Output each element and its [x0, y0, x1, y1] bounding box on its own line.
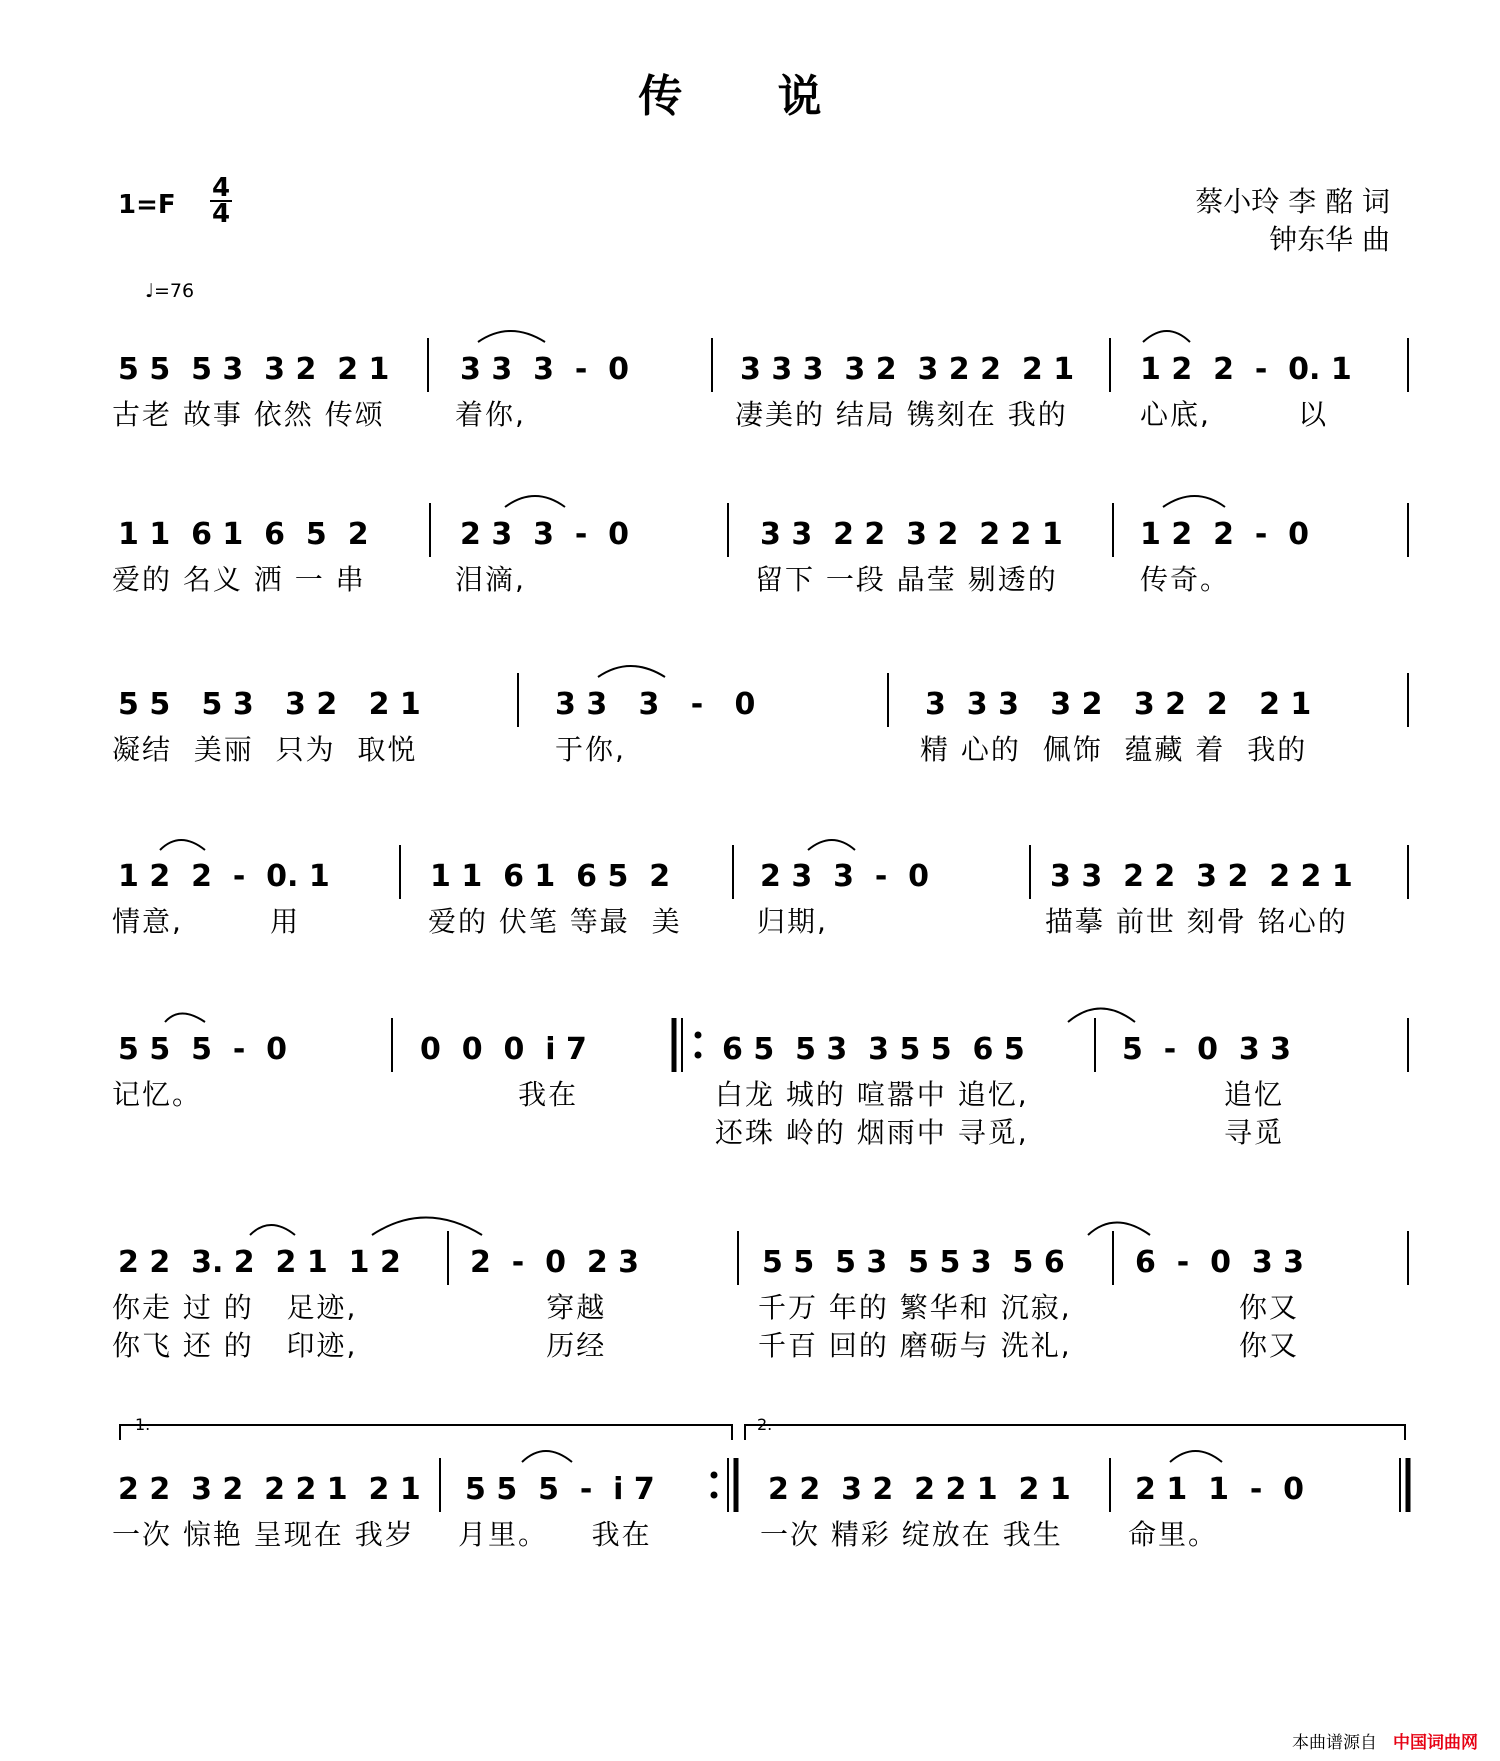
row2-measure4-lyrics: 传奇。 — [1140, 563, 1231, 596]
row4-measure2-lyrics: 爱的 伏笔 等最 美 — [428, 905, 682, 938]
row3-measure3-lyrics: 精 心的 佩饰 蕴藏 着 我的 — [920, 733, 1308, 766]
slur — [478, 331, 545, 342]
row6-measure3-notes: 5 5 5 3 5 5 3 5 6 — [762, 1245, 1065, 1280]
row5-measure3-lyrics-verse2: 还珠 岭的 烟雨中 寻觅, — [715, 1116, 1029, 1149]
repeat-dot — [695, 1052, 702, 1059]
row6-measure4-notes: 6 - 0 3 3 — [1135, 1245, 1305, 1280]
time-signature-top: 4 — [211, 173, 231, 203]
row1-measure4-lyrics: 心底, 以 — [1140, 398, 1329, 431]
row5-measure4-lyrics-verse2: 寻觅 — [1115, 1116, 1285, 1149]
row4-measure3-lyrics: 归期, — [757, 905, 828, 938]
row6-measure2-notes: 2 - 0 2 3 — [470, 1245, 640, 1280]
row5-measure3-notes: 6 5 5 3 3 5 5 6 5 — [722, 1032, 1025, 1067]
row6-measure1-lyrics: 你走 过 的 足迹, — [112, 1291, 358, 1324]
row4-measure1-lyrics: 情意, 用 — [112, 905, 301, 938]
second-ending-label: 2. — [757, 1415, 773, 1434]
row6-measure2-lyrics: 穿越 — [470, 1291, 607, 1324]
slur — [165, 1014, 205, 1023]
slur — [522, 1451, 572, 1462]
row2-measure3-notes: 3 3 2 2 3 2 2 2 1 — [760, 517, 1063, 552]
row2-measure3-lyrics: 留下 一段 晶莹 剔透的 — [755, 563, 1058, 596]
tempo-marking: ♩=76 — [145, 280, 195, 302]
row3-measure3-notes: 3 3 3 3 2 3 2 2 2 1 — [925, 687, 1312, 722]
footer-source-label: 本曲谱源自 — [1292, 1733, 1377, 1753]
row3-measure2-notes: 3 3 3 - 0 — [555, 687, 756, 722]
row7-measure1-lyrics: 一次 惊艳 呈现在 我岁 — [112, 1518, 415, 1551]
row5-measure4-notes: 5 - 0 3 3 — [1122, 1032, 1292, 1067]
row1-measure4-notes: 1 2 2 - 0. 1 — [1140, 352, 1352, 387]
slur — [1163, 496, 1225, 507]
row5-measure4-lyrics: 追忆 — [1115, 1078, 1285, 1111]
repeat-dot — [711, 1472, 718, 1479]
row6-measure4-lyrics-verse2: 你又 — [1130, 1329, 1300, 1362]
row7-measure4-notes: 2 1 1 - 0 — [1135, 1472, 1305, 1507]
first-ending-label: 1. — [135, 1415, 151, 1434]
slur — [808, 840, 855, 850]
row5-measure1-notes: 5 5 5 - 0 — [118, 1032, 288, 1067]
row2-measure1-notes: 1 1 6 1 6 5 2 — [118, 517, 369, 552]
row7-measure3-lyrics: 一次 精彩 绽放在 我生 — [760, 1518, 1063, 1551]
repeat-dot — [695, 1032, 702, 1039]
row1-measure1-lyrics: 古老 故事 依然 传颂 — [112, 398, 385, 431]
song-title: 传 说 — [638, 71, 862, 122]
slur — [1170, 1451, 1222, 1462]
row4-measure1-notes: 1 2 2 - 0. 1 — [118, 859, 330, 894]
row6-measure4-lyrics: 你又 — [1130, 1291, 1300, 1324]
row1-measure2-notes: 3 3 3 - 0 — [460, 352, 630, 387]
row1-measure3-lyrics: 凄美的 结局 镌刻在 我的 — [735, 398, 1068, 431]
row4-measure4-lyrics: 描摹 前世 刻骨 铭心的 — [1045, 905, 1348, 938]
lyricist-credit: 蔡小玲 李 酩 词 — [1195, 185, 1390, 218]
row6-measure1-notes: 2 2 3. 2 2 1 1 2 — [118, 1245, 401, 1280]
footer-site-link[interactable]: 中国词曲网 — [1393, 1733, 1478, 1753]
row7-measure4-lyrics: 命里。 — [1128, 1518, 1219, 1551]
row6-measure3-lyrics: 千万 年的 繁华和 沉寂, — [758, 1291, 1072, 1324]
row4-measure4-notes: 3 3 2 2 3 2 2 2 1 — [1050, 859, 1353, 894]
key-signature: 1=F — [118, 190, 176, 220]
row6-measure2-lyrics-verse2: 历经 — [470, 1329, 607, 1362]
row1-measure1-notes: 5 5 5 3 3 2 2 1 — [118, 352, 390, 387]
row1-measure2-lyrics: 着你, — [455, 398, 526, 431]
row2-measure2-lyrics: 泪滴, — [455, 563, 526, 596]
slur — [1068, 1009, 1135, 1023]
slur — [160, 840, 205, 850]
row2-measure2-notes: 2 3 3 - 0 — [460, 517, 630, 552]
row7-measure2-lyrics: 月里。 我在 — [458, 1518, 652, 1551]
row2-measure1-lyrics: 爱的 名义 洒 一 串 — [112, 563, 366, 596]
row4-measure2-notes: 1 1 6 1 6 5 2 — [430, 859, 671, 894]
row5-measure2-notes: 0 0 0 i 7 — [420, 1032, 587, 1067]
row4-measure3-notes: 2 3 3 - 0 — [760, 859, 930, 894]
slur — [598, 666, 665, 677]
row7-measure3-notes: 2 2 3 2 2 2 1 2 1 — [768, 1472, 1071, 1507]
row5-measure1-lyrics: 记忆。 — [112, 1078, 203, 1111]
composer-credit: 钟东华 曲 — [1269, 223, 1390, 256]
slur — [250, 1225, 295, 1235]
second-ending-bracket — [745, 1425, 1405, 1440]
row6-measure1-lyrics-verse2: 你飞 还 的 印迹, — [112, 1329, 358, 1362]
row3-measure1-notes: 5 5 5 3 3 2 2 1 — [118, 687, 421, 722]
row7-measure1-notes: 2 2 3 2 2 2 1 2 1 — [118, 1472, 421, 1507]
row3-measure2-lyrics: 于你, — [555, 733, 626, 766]
time-signature-bottom: 4 — [211, 199, 231, 229]
row3-measure1-lyrics: 凝结 美丽 只为 取悦 — [112, 733, 418, 766]
row6-measure3-lyrics-verse2: 千百 回的 磨砺与 洗礼, — [758, 1329, 1072, 1362]
row5-measure2-lyrics: 我在 — [420, 1078, 579, 1111]
row5-measure3-lyrics: 白龙 城的 喧嚣中 追忆, — [715, 1078, 1029, 1111]
slur — [372, 1218, 482, 1236]
slur — [1088, 1223, 1150, 1236]
first-ending-bracket — [120, 1425, 732, 1440]
row2-measure4-notes: 1 2 2 - 0 — [1140, 517, 1310, 552]
slur — [505, 496, 565, 507]
row1-measure3-notes: 3 3 3 3 2 3 2 2 2 1 — [740, 352, 1075, 387]
slur — [1143, 331, 1190, 342]
row7-measure2-notes: 5 5 5 - i 7 — [465, 1472, 655, 1507]
repeat-dot — [711, 1492, 718, 1499]
